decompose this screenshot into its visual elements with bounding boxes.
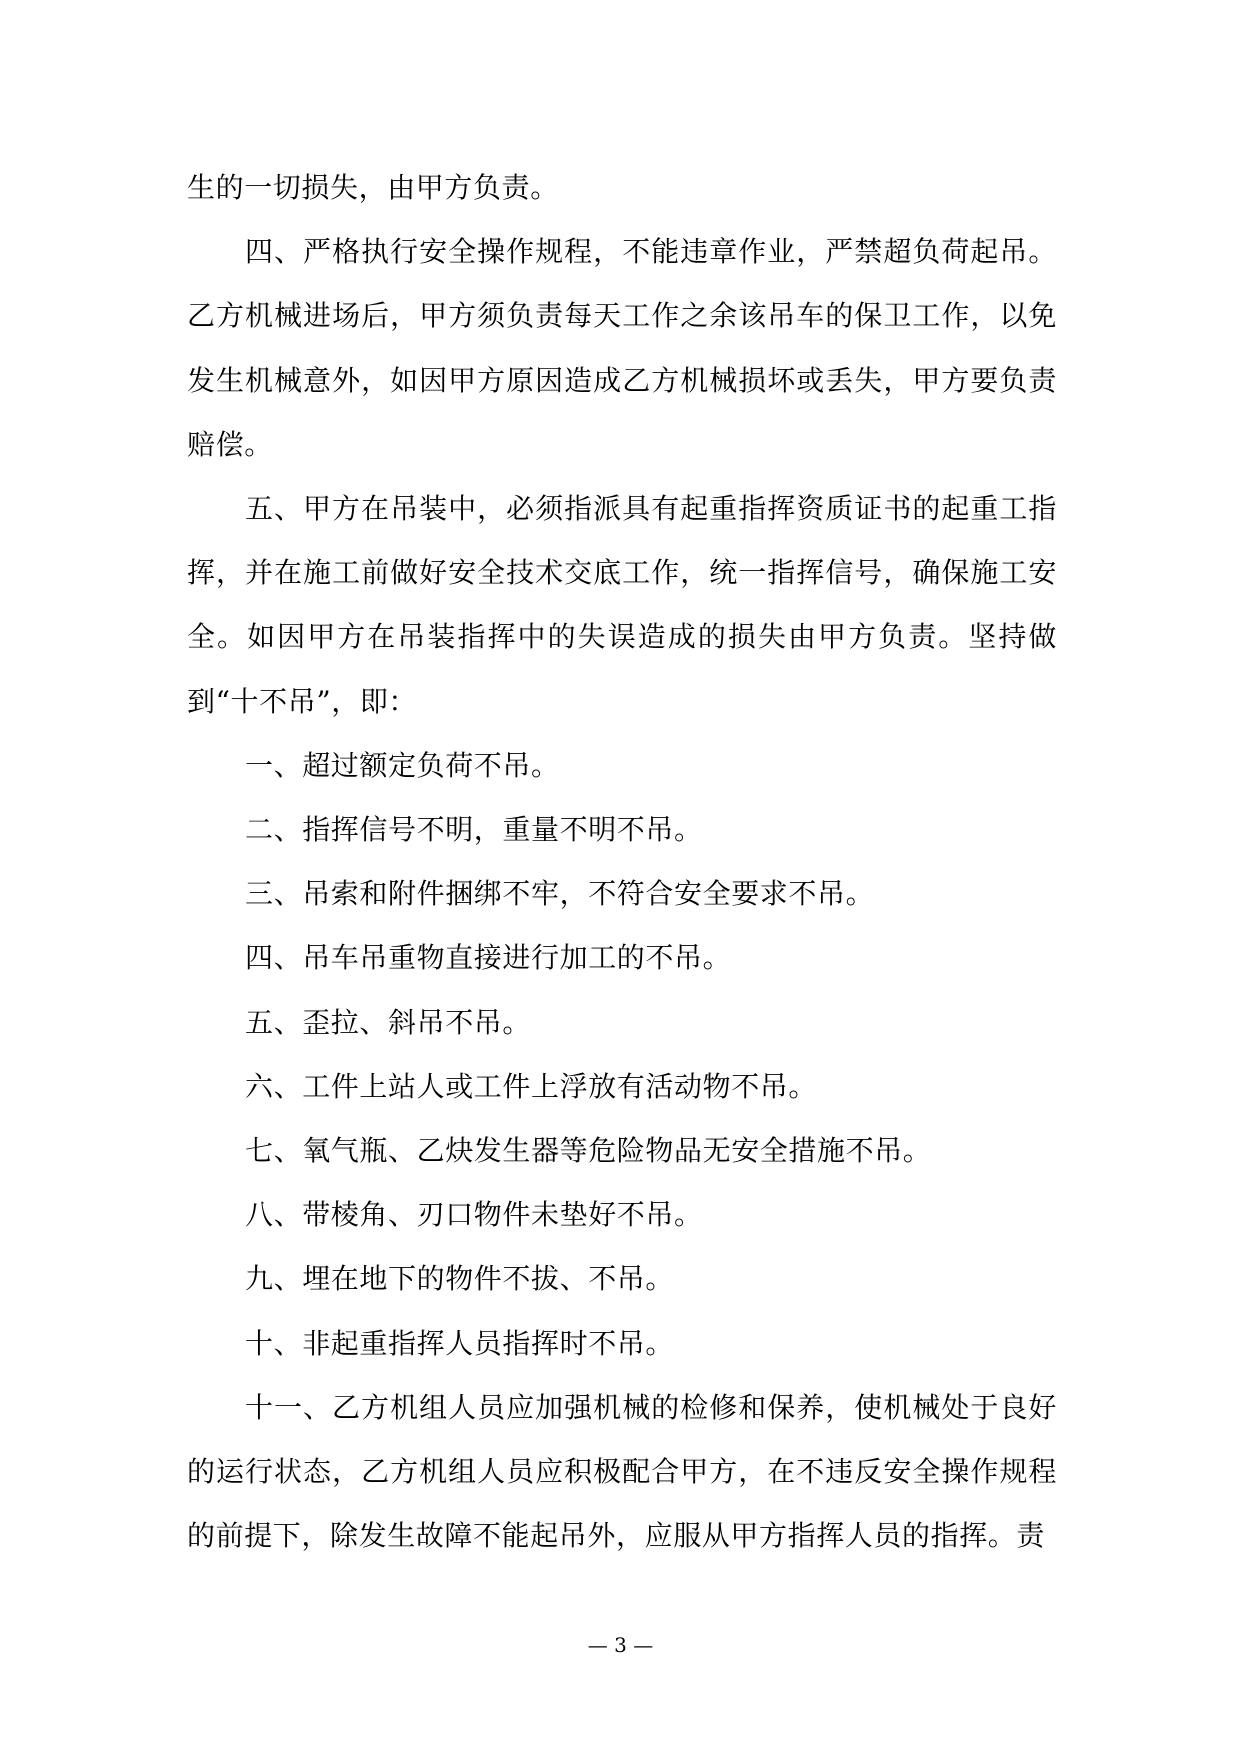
list-item-rule-5: 五、歪拉、斜吊不吊。 <box>245 1005 532 1039</box>
paragraph-clause-4: 四、严格执行安全操作规程，不能违章作业，严禁超负荷起吊。乙方机械进场后，甲方须负责每天工作之余该吊车的保卫工作，以免发生机械意外，如因甲方原因造成乙方机械损坏或丢失，甲方要负责赔偿。 <box>187 235 1057 461</box>
document-body <box>187 156 1057 1568</box>
list-item-rule-7: 七、氧气瓶、乙炔发生器等危险物品无安全措施不吊。 <box>245 1134 932 1168</box>
list-item-rule-10: 十、非起重指挥人员指挥时不吊。 <box>245 1326 675 1360</box>
paragraph-continuation: 生的一切损失，由甲方负责。 <box>187 171 559 204</box>
list-item-rule-6: 六、工件上站人或工件上浮放有活动物不吊。 <box>245 1069 818 1103</box>
list-item-rule-8: 八、带棱角、刃口物件未垫好不吊。 <box>245 1198 703 1232</box>
list-item-rule-9: 九、埋在地下的物件不拔、不吊。 <box>245 1262 675 1296</box>
list-item-rule-1: 一、超过额定负荷不吊。 <box>245 748 560 782</box>
paragraph-clause-11: 十一、乙方机组人员应加强机械的检修和保养，使机械处于良好的运行状态，乙方机组人员应积极配合甲方，在不违反安全操作规程的前提下，除发生故障不能起吊外，应服从甲方指挥人员的指挥。责 <box>187 1390 1057 1553</box>
list-item-rule-3: 三、吊索和附件捆绑不牢，不符合安全要求不吊。 <box>245 877 875 911</box>
page-number: — 3 — <box>587 1633 654 1657</box>
paragraph-clause-5: 五、甲方在吊装中，必须指派具有起重指挥资质证书的起重工指挥，并在施工前做好安全技术交底工作，统一指挥信号，确保施工安全。如因甲方在吊装指挥中的失误造成的损失由甲方负责。坚持做到“十不吊”，即： <box>187 492 1057 718</box>
list-item-rule-4: 四、吊车吊重物直接进行加工的不吊。 <box>245 941 732 975</box>
list-item-rule-2: 二、指挥信号不明，重量不明不吊。 <box>245 813 703 847</box>
